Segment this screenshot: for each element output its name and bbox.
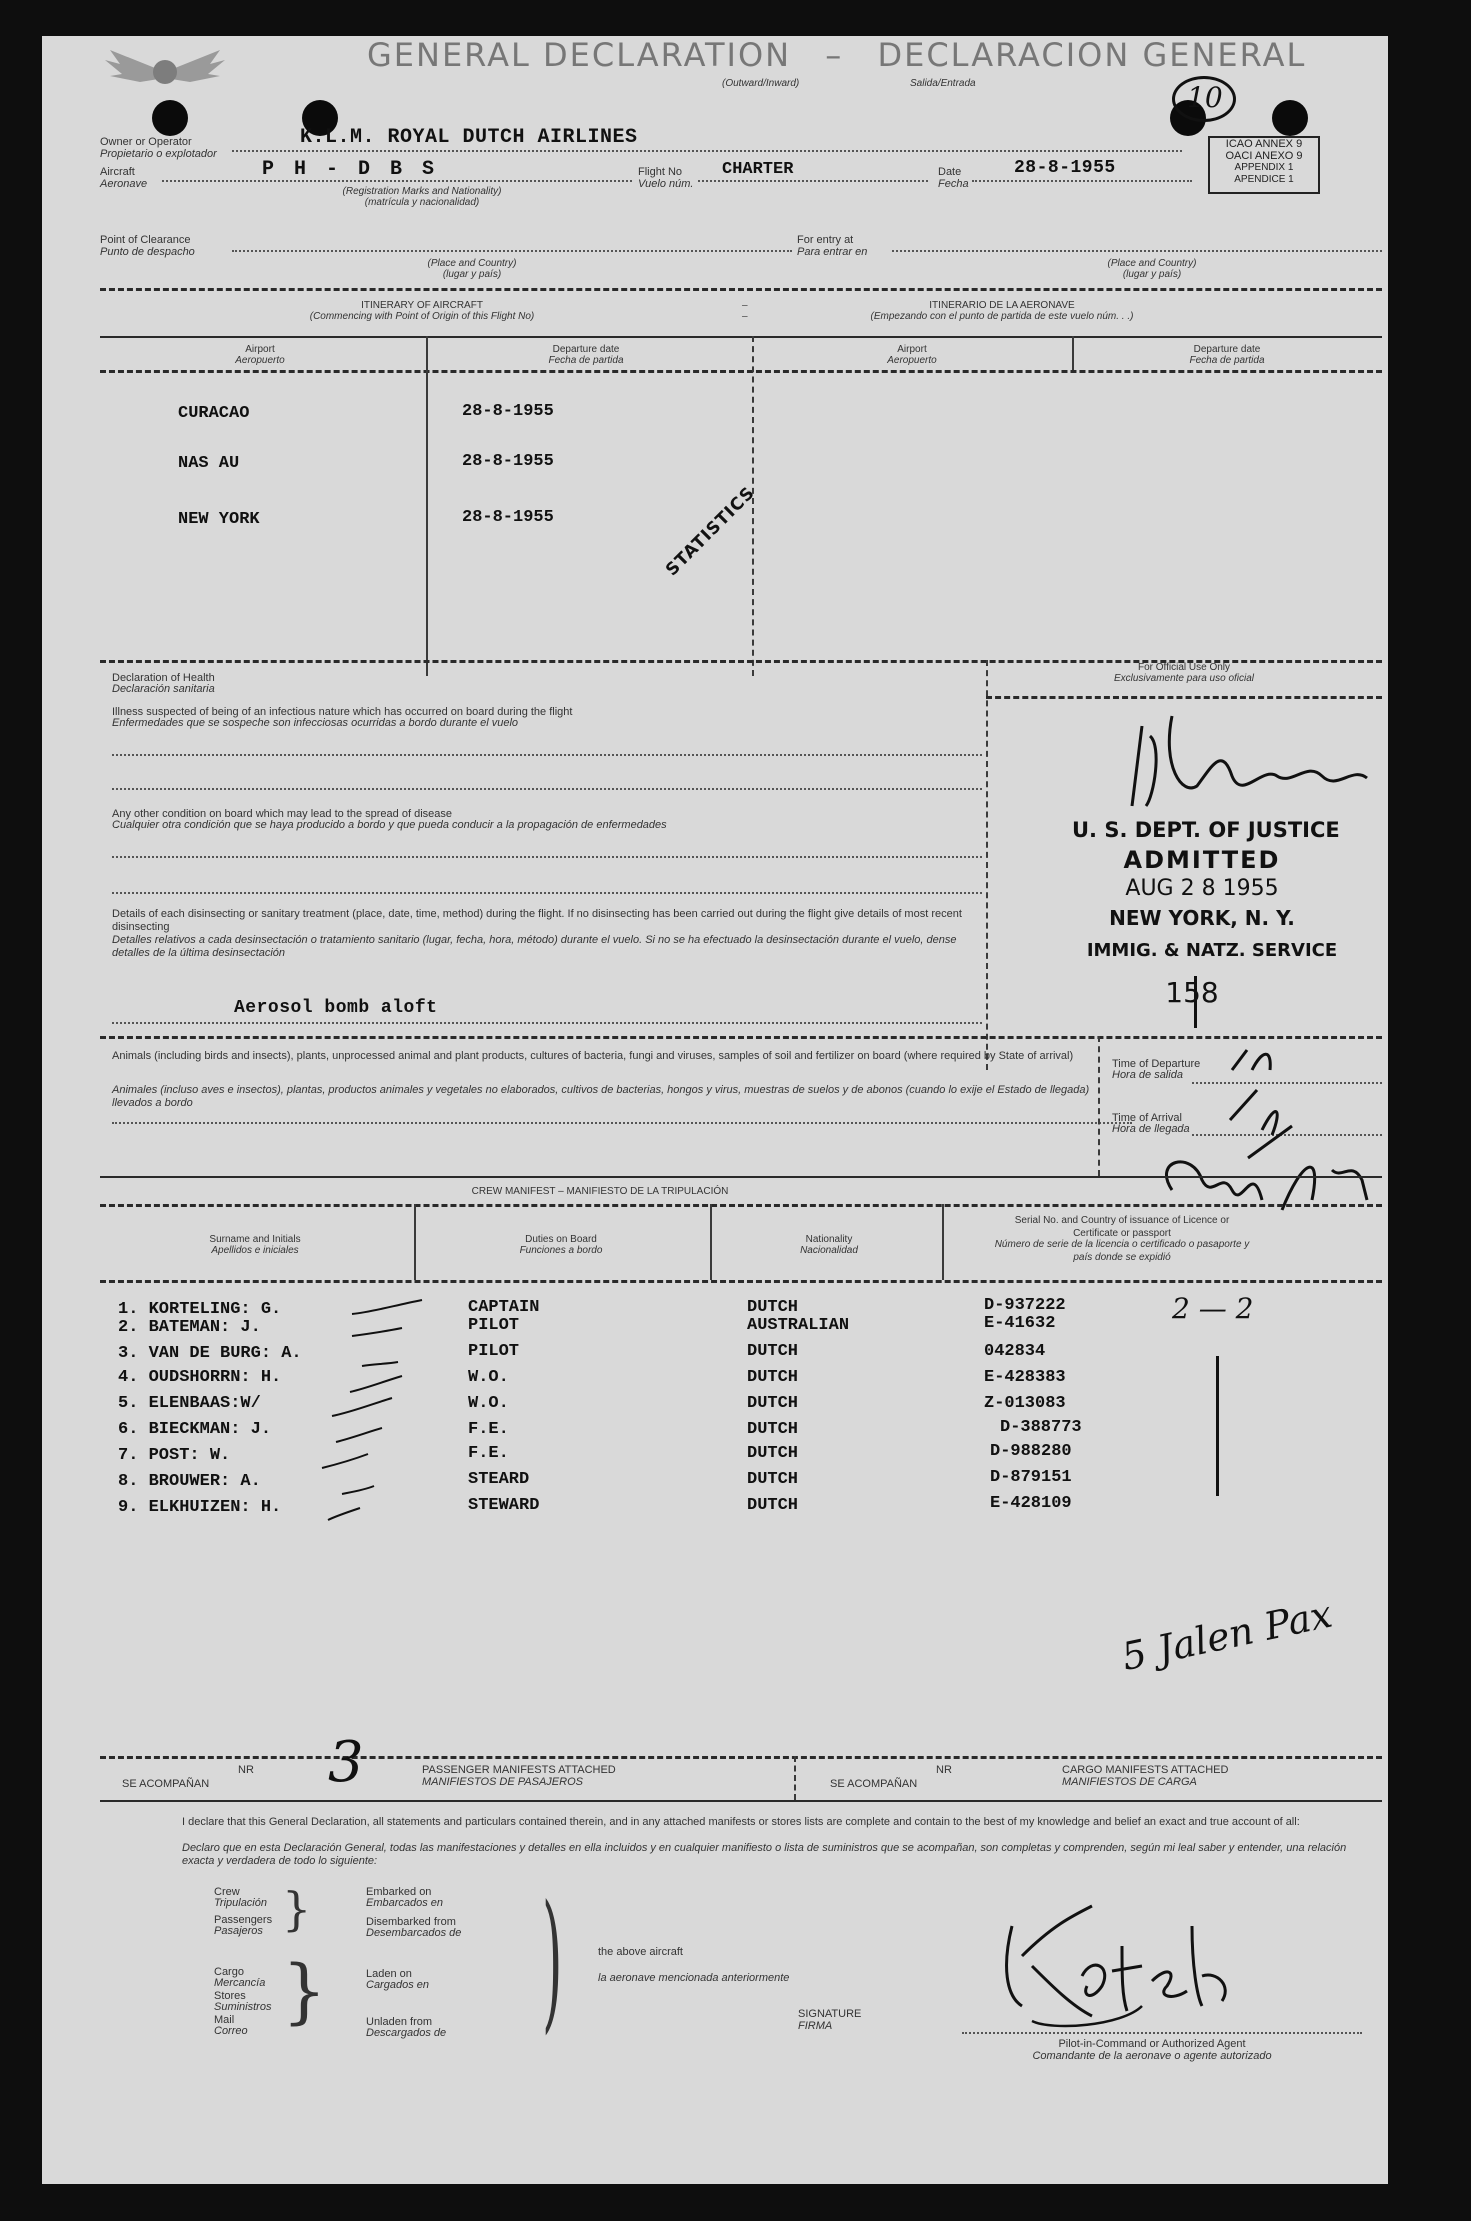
crew-duty: PILOT — [468, 1316, 520, 1335]
other-condition-es: Cualquier otra condición que se haya producido a bordo y que pueda conducir a la propagación de enfermedades — [112, 819, 667, 831]
health-title-es: Declaración sanitaria — [112, 683, 215, 695]
statistics-stamp: STATISTICS — [662, 482, 760, 581]
crew-duty: F.E. — [468, 1444, 509, 1463]
handwritten-serial-marks: 2 — 2 — [1172, 1292, 1254, 1325]
crew-col2-es: Funciones a bordo — [519, 1245, 603, 1256]
col-airport-en: Airport — [245, 344, 275, 355]
col-date-es: Fecha de partida — [548, 355, 624, 366]
date-value: 28-8-1955 — [1014, 158, 1116, 178]
icao-wings-logo — [100, 42, 230, 102]
col-airport-es: Aeropuerto — [235, 355, 285, 366]
cargo-nr: NR — [936, 1764, 952, 1776]
salida-entrada-label: Salida/Entrada — [910, 78, 976, 89]
crew-name: 1. KORTELING: G. — [118, 1300, 282, 1319]
crew-col3-es: Nacionalidad — [800, 1245, 858, 1256]
crew-title: CREW MANIFEST – MANIFIESTO DE LA TRIPULACIÓN — [471, 1186, 729, 1197]
punch-hole — [152, 100, 188, 136]
col-airport2-es: Aeropuerto — [887, 355, 937, 366]
decl-unladen-en: Unladen from — [366, 2016, 433, 2028]
flight-value: CHARTER — [722, 160, 794, 179]
handwritten-number: 10 — [1187, 81, 1223, 114]
circled-page-number — [1172, 76, 1236, 122]
decl-disembarked-en: Disembarked from — [366, 1916, 456, 1928]
crew-serial: E-41632 — [984, 1314, 1056, 1333]
handwritten-time-marks — [1152, 1040, 1392, 1240]
animals-en: Animals (including birds and insects), plants, unprocessed animal and plant products, cultures of bacteria, fungi and viruses, samples of soil and fertilizer on board (where required by State of arrival) — [112, 1050, 1074, 1062]
outward-inward-label: (Outward/Inward) — [722, 78, 800, 89]
itinerary-airport-2: NAS AU — [178, 454, 240, 473]
crew-nationality: DUTCH — [747, 1444, 799, 1463]
aircraft-sub-en: (Registration Marks and Nationality) — [342, 186, 502, 197]
passenger-nr: NR — [238, 1764, 254, 1776]
brace: ) — [542, 1874, 563, 2048]
decl-cargo-en: Cargo — [214, 1966, 244, 1978]
decl-stores-en: Stores — [214, 1990, 246, 2002]
stamp-city: NEW YORK, N. Y. — [1109, 906, 1295, 930]
col-airport2-en: Airport — [897, 344, 927, 355]
declaration-en: I declare that this General Declaration, all statements and particulars contained therein, and in any attached manifests or stores lists are complete and contain to the best of my knowledge and belief an exact and true account of all: — [182, 1816, 1300, 1828]
crew-nationality: DUTCH — [747, 1368, 799, 1387]
itinerary-airport-3: NEW YORK — [178, 510, 260, 529]
passenger-manifests-es: MANIFIESTOS DE PASAJEROS — [422, 1776, 583, 1788]
punch-hole — [1272, 100, 1308, 136]
owner-label-es: Propietario o explotador — [100, 148, 217, 160]
decl-passengers-es: Pasajeros — [214, 1925, 263, 1937]
crew-duty: CAPTAIN — [468, 1298, 540, 1317]
details-label-en: Details of each disinsecting or sanitary treatment (place, date, time, method) during the flight. If no disinsecting has been carried out during the flight give details of most recent disinsecting — [112, 908, 962, 933]
stamp-date: AUG 2 8 1955 — [1125, 876, 1279, 901]
crew-nationality: DUTCH — [747, 1470, 799, 1489]
itinerary-date-1: 28-8-1955 — [462, 402, 554, 421]
clearance-label-en: Point of Clearance — [100, 234, 191, 246]
annex-line2: OACI ANEXO 9 — [1225, 150, 1303, 162]
crew-serial: D-937222 — [984, 1296, 1066, 1315]
stamp-admitted: ADMITTED — [1123, 846, 1281, 874]
entry-sub-es: (lugar y país) — [1122, 269, 1182, 280]
crew-serial: Z-013083 — [984, 1394, 1066, 1413]
crew-duty: W.O. — [468, 1368, 509, 1387]
clearance-label-es: Punto de despacho — [100, 246, 195, 258]
entry-label-es: Para entrar en — [797, 246, 868, 258]
decl-passengers-en: Passengers — [214, 1914, 273, 1926]
decl-stores-es: Suministros — [214, 2001, 272, 2013]
crew-duty: W.O. — [468, 1394, 509, 1413]
crew-name: 4. OUDSHORRN: H. — [118, 1368, 282, 1387]
decl-crew-en: Crew — [214, 1886, 240, 1898]
itinerary-date-3: 28-8-1955 — [462, 508, 554, 527]
crew-duty: F.E. — [468, 1420, 509, 1439]
decl-laden-es: Cargados en — [366, 1979, 429, 1991]
details-label-es: Detalles relativos a cada desinsectación o tratamiento sanitario (lugar, fecha, hora, método) durante el vuelo. Si no se ha efectuado la desinsectación durante el vuelo, dense detalles de la última desinsectación — [112, 934, 957, 959]
aircraft-value: P H - D B S — [262, 158, 439, 181]
departure-time-es: Hora de salida — [1112, 1069, 1183, 1081]
pilot-signature — [992, 1886, 1252, 2036]
crew-name: 6. BIECKMAN: J. — [118, 1420, 272, 1439]
agent-label-es: Comandante de la aeronave o agente autorizado — [1032, 2050, 1272, 2062]
crew-nationality: DUTCH — [747, 1298, 799, 1317]
cargo-manifests-en: CARGO MANIFESTS ATTACHED — [1062, 1764, 1229, 1776]
crew-name: 3. VAN DE BURG: A. — [118, 1344, 302, 1363]
departure-time-en: Time of Departure — [1112, 1058, 1201, 1070]
crew-duty: PILOT — [468, 1342, 520, 1361]
aircraft-sub-es: (matrícula y nacionalidad) — [364, 197, 480, 208]
itinerary-title-es: ITINERARIO DE LA AERONAVE — [929, 300, 1075, 311]
title-en: GENERAL DECLARATION — [367, 36, 792, 74]
stamp-service: IMMIG. & NATZ. SERVICE — [1086, 940, 1338, 961]
crew-duty: STEARD — [468, 1470, 530, 1489]
annex-box — [1208, 136, 1320, 194]
aircraft-label-es: Aeronave — [100, 178, 148, 190]
date-label-en: Date — [938, 166, 962, 178]
official-title-es: Exclusivamente para uso oficial — [1113, 673, 1255, 684]
general-declaration-form: GENERAL DECLARATION – DECLARACION GENERAL (Outward/Inward) Salida/Entrada 10 ICAO ANNEX 9 OACI ANEXO 9 APPENDIX 1 APENDICE 1 Owner or Operator Propietario o explotador K.L.M. ROYAL DUTCH AIRLINES Aircraft Aeronave P H - D B S (Registration Marks and Nationality) (matrícula y nacionalidad) Flight No Vuelo núm. CHARTER Date Fecha 28-8-1955 Point of Clearance Punto de despacho (Place and Country) (lugar y país) For entry at Para entrar en (Place and Country) (lugar y país) ITINERARY OF AIRCRAFT (Commencing with Point of Origin of this Flight No) – – ITINERARIO DE LA AERONAVE (Empezando con el punto de partida de este vuelo núm. . .) Airport Aeropuerto Departure date Fecha de partida Airport Aeropuerto Departure date Fecha de partida CURACAO 28-8-1955 NAS AU 28-8-1955 NEW YORK 28-8-1955 STATISTICS Declaration of Health Declaración sanitaria Illness suspected of being of an infectious nature which has occurred on board during the flight Enfermedades que se sospeche son infecciosas ocurridas a bordo durante el vuelo Any other condition on board which may lead to the spread of disease Cualquier otra condición que se haya producido a bordo y que pueda conducir a la propagación de enfermedades Details of each disinsecting or sanitary treatment (place, date, time, method) during the flight. If no disinsecting has been carried out during the flight give details of most recent disinsecting Detalles relativos a cada desinsectación o tratamiento sanitario (lugar, fecha, hora, método) durante el vuelo. Si no se ha efectuado la desinsectación durante el vuelo, dense detalles de la última desinsectación Aerosol bomb aloft For Official Use Only Exclusivamente para uso oficial U. S. DEPT. OF JUSTICE ADMITTED AUG 2 8 1955 NEW YORK, N. Y. IMMIG. & NATZ. SERVICE 158 Animals (including birds and insects), plants, unprocessed animal and plant products, cultures of bacteria, fungi and viruses, samples of soil and fertilizer on board (where required by State of arrival) Animales (incluso aves e insectos), plantas, productos animales y vegetales no elaborados, cultivos de bacterias, hongos y virus, muestras de suelos y de abonos (cuando lo exije el Estado de llegada) llevados a bordo Time of Departure Hora de salida Time of Arrival Hora de llegada CREW MANIFEST – MANIFIESTO DE LA TRIPULACIÓN Surname and Initials Apellidos e iniciales Duties on Board Funciones a bordo Nationality Nacionalidad Serial No. and Country of issuance of Licence or Certificate or passport Número de serie de la licencia o certificado o pasaporte y país donde se expidió 1. KORTELING: G. CAPTAIN DUTCH D-937222 2. BATEMAN: J. PILOT AUSTRALIAN E-41632 3. VAN DE BURG: A. PILOT DUTCH 042834 4. OUDSHORRN: H. W.O. DUTCH E-428383 5. ELENBAAS:W/ W.O. DUTCH Z-013083 6. BIECKMAN: J. F.E. DUTCH D-388773 7. POST: W. F.E. DUTCH D-988280 8. BROUWER: A. STEARD DUTCH D-879151 9. ELKHUIZEN: H. STEWARD DUTCH E-428109 2 — 2 5 Jalen Pax NR SE ACOMPAÑAN 3 PASSENGER MANIFESTS ATTACHED MANIFIESTOS DE PASAJEROS NR SE ACOMPAÑAN CARGO MANIFESTS ATTACHED MANIFIESTOS DE CARGA I declare that this General Declaration, all statements and particulars contained therein, and in any attached manifests or stores lists are complete and contain to the best of my knowledge and belief an exact and true account of all: Declaro que en esta Declaración General, todas las manifestaciones y detalles en ella incluidos y en cualquier manifiesto o lista de suministros que se acompañan, son completas y comprenden, según mi leal saber y entender, una relación exacta y verdadera de todo lo siguiente: Crew Tripulación Passengers Pasajeros } Cargo Mercancía Stores Suministros Mail Correo } Embarked on Embarcados en Disembarked from Desembarcados de Laden on Cargados en Unladen from Descargados de ) the above aircraft la aeronave mencionada anteriormente SIGNATURE FIRMA Pilot-in-Command or Authorized Agent Comandante de la aeronave o agente autorizado — [42, 36, 1388, 2184]
decl-disembarked-es: Desembarcados de — [366, 1927, 462, 1939]
form-title — [367, 36, 1306, 74]
aircraft-label-en: Aircraft — [100, 166, 135, 178]
declaration-es: Declaro que en esta Declaración General, todas las manifestaciones y detalles en ella incluidos y en cualquier manifiesto o lista de suministros que se acompañan, son completas y comprenden, según mi leal saber y entender, una relación exacta y verdadera de todo lo siguiente: — [182, 1842, 1347, 1867]
signature-label-en: SIGNATURE — [798, 2008, 862, 2020]
crew-name: 2. BATEMAN: J. — [118, 1318, 261, 1337]
brace: } — [282, 1882, 312, 1936]
agent-label-en: Pilot-in-Command or Authorized Agent — [1058, 2038, 1246, 2050]
flight-label-en: Flight No — [638, 166, 683, 178]
crew-name: 9. ELKHUIZEN: H. — [118, 1498, 282, 1517]
crew-name: 7. POST: W. — [118, 1446, 231, 1465]
cargo-manifests-es: MANIFIESTOS DE CARGA — [1062, 1776, 1197, 1788]
other-condition-en: Any other condition on board which may lead to the spread of disease — [112, 808, 452, 820]
passenger-se-acompanan: SE ACOMPAÑAN — [122, 1778, 210, 1790]
crew-col2-en: Duties on Board — [525, 1234, 597, 1245]
col-date2-es: Fecha de partida — [1189, 355, 1265, 366]
crew-col4-es: Número de serie de la licencia o certificado o pasaporte y país donde se expidió — [994, 1239, 1250, 1263]
passenger-manifests-en: PASSENGER MANIFESTS ATTACHED — [422, 1764, 616, 1776]
crew-serial: E-428383 — [984, 1368, 1066, 1387]
arrival-time-en: Time of Arrival — [1112, 1112, 1182, 1124]
date-label-es: Fecha — [938, 178, 969, 190]
crew-serial: 042834 — [984, 1342, 1046, 1361]
handwritten-check-marks — [312, 1286, 432, 1526]
brace: } — [282, 1950, 327, 2032]
official-title-en: For Official Use Only — [1137, 662, 1231, 673]
itinerary-airport-1: CURACAO — [178, 404, 250, 423]
itinerary-sub-es: (Empezando con el punto de partida de este vuelo núm. . .) — [870, 311, 1134, 322]
crew-duty: STEWARD — [468, 1496, 540, 1515]
crew-nationality: DUTCH — [747, 1496, 799, 1515]
crew-col4-en: Serial No. and Country of issuance of Licence or Certificate or passport — [1014, 1215, 1230, 1239]
annex-line4: APENDICE 1 — [1234, 174, 1294, 185]
stamp-dept: U. S. DEPT. OF JUSTICE — [1072, 818, 1340, 842]
decl-unladen-es: Descargados de — [366, 2027, 447, 2039]
decl-mail-es: Correo — [214, 2025, 248, 2037]
itinerary-title-en: ITINERARY OF AIRCRAFT — [361, 300, 483, 311]
owner-label-en: Owner or Operator — [100, 136, 192, 148]
decl-cargo-es: Mercancía — [214, 1977, 266, 1989]
decl-crew-es: Tripulación — [214, 1897, 267, 1909]
crew-nationality: AUSTRALIAN — [747, 1316, 850, 1335]
animals-es: Animales (incluso aves e insectos), plantas, productos animales y vegetales no elaborados, cultivos de bacterias, hongos y virus, muestras de suelos y de abonos (cuando lo exije el Estado de llegada) llevados a bordo — [112, 1084, 1090, 1109]
cargo-se-acompanan: SE ACOMPAÑAN — [830, 1778, 918, 1790]
crew-serial: D-988280 — [990, 1442, 1072, 1461]
clearance-sub-es: (lugar y país) — [442, 269, 502, 280]
col-date-en: Departure date — [552, 344, 620, 355]
itinerary-date-2: 28-8-1955 — [462, 452, 554, 471]
stamp-number: 158 — [1165, 976, 1219, 1009]
treatment-value: Aerosol bomb aloft — [234, 998, 438, 1018]
itinerary-sub-en: (Commencing with Point of Origin of this Flight No) — [309, 311, 535, 322]
decl-embarked-es: Embarcados en — [366, 1897, 444, 1909]
crew-serial: E-428109 — [990, 1494, 1072, 1513]
crew-nationality: DUTCH — [747, 1394, 799, 1413]
flight-label-es: Vuelo núm. — [638, 178, 694, 190]
crew-name: 8. BROUWER: A. — [118, 1472, 261, 1491]
crew-serial: D-879151 — [990, 1468, 1072, 1487]
arrival-time-es: Hora de llegada — [1112, 1123, 1190, 1135]
crew-nationality: DUTCH — [747, 1342, 799, 1361]
decl-mail-en: Mail — [214, 2014, 235, 2026]
inspector-signature — [1102, 706, 1402, 826]
owner-value: K.L.M. ROYAL DUTCH AIRLINES — [300, 126, 638, 149]
annex-line3: APPENDIX 1 — [1234, 162, 1294, 173]
clearance-sub-en: (Place and Country) — [427, 258, 517, 269]
title-dash: – — [825, 36, 844, 74]
crew-serial: D-388773 — [1000, 1418, 1082, 1437]
above-aircraft-es: la aeronave mencionada anteriormente — [598, 1972, 790, 1984]
crew-name: 5. ELENBAAS:W/ — [118, 1394, 261, 1413]
entry-sub-en: (Place and Country) — [1107, 258, 1197, 269]
entry-label-en: For entry at — [797, 234, 854, 246]
above-aircraft-en: the above aircraft — [598, 1946, 683, 1958]
signature-label-es: FIRMA — [798, 2020, 833, 2032]
title-es: DECLARACION GENERAL — [877, 36, 1307, 74]
handwritten-passenger-note: 5 Jalen Pax — [1118, 1591, 1336, 1680]
decl-laden-en: Laden on — [366, 1968, 412, 1980]
crew-col1-en: Surname and Initials — [209, 1234, 301, 1245]
illness-label-en: Illness suspected of being of an infectious nature which has occurred on board during the flight — [112, 706, 573, 718]
annex-line1: ICAO ANNEX 9 — [1225, 138, 1303, 150]
crew-col3-en: Nationality — [805, 1234, 853, 1245]
crew-col1-es: Apellidos e iniciales — [211, 1245, 299, 1256]
illness-label-es: Enfermedades que se sospeche son infecciosas ocurridas a bordo durante el vuelo — [112, 717, 519, 729]
crew-nationality: DUTCH — [747, 1420, 799, 1439]
health-title-en: Declaration of Health — [112, 672, 215, 684]
passenger-manifest-count: 3 — [328, 1730, 364, 1795]
decl-embarked-en: Embarked on — [366, 1886, 432, 1898]
col-date2-en: Departure date — [1193, 344, 1261, 355]
